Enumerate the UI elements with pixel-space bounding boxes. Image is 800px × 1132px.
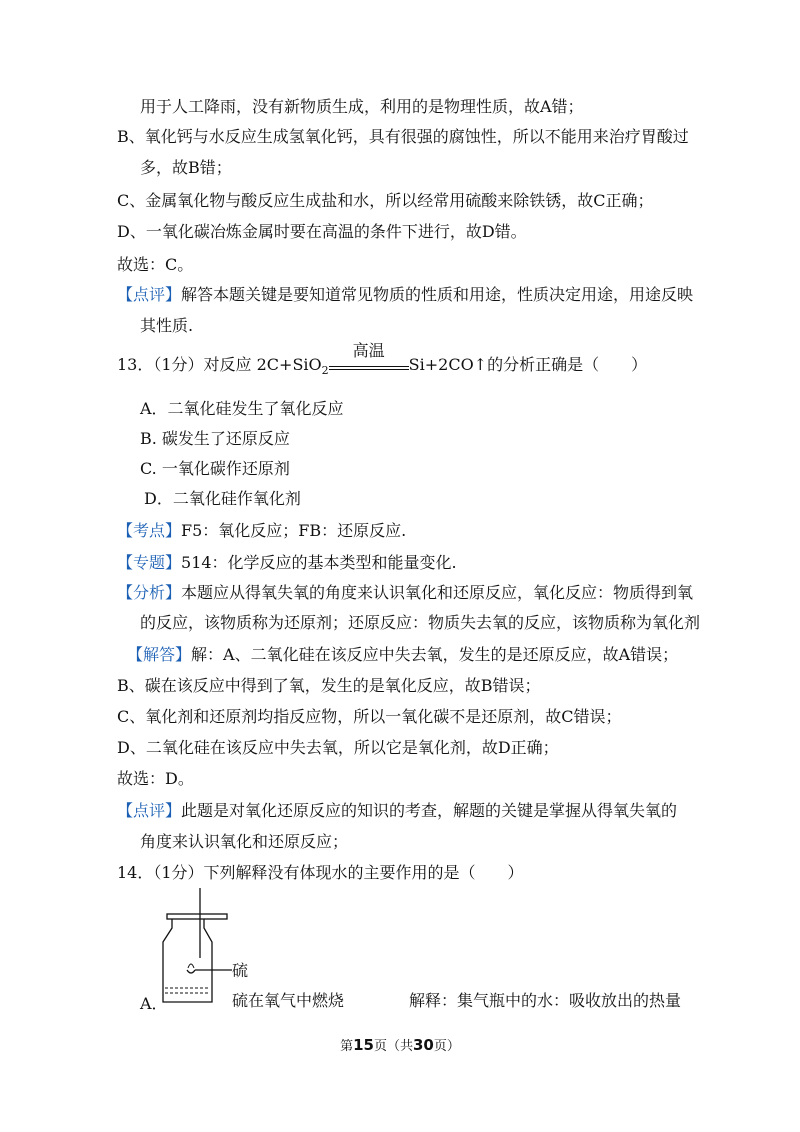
- equation-reactants: 13．（1分）对反应 2C+SiO: [117, 355, 322, 374]
- text-line: 其性质.: [140, 316, 194, 335]
- fenxi-tag: 【分析】: [117, 583, 182, 602]
- text-line: 故选：C。: [117, 255, 194, 274]
- comment-line: [117, 284, 693, 306]
- total-pages: 30: [413, 1036, 434, 1054]
- zhuanti-line: [117, 552, 457, 574]
- zhuanti-tag: 【专题】: [117, 553, 182, 572]
- kaodian-text: F5：氧化反应；FB：还原反应.: [181, 521, 407, 540]
- footer-text: 页（共: [373, 1039, 413, 1054]
- option-a-explanation: 解释：集气瓶中的水：吸收放出的热量: [409, 991, 682, 1010]
- equation-products: Si+2CO↑的分析正确是（ ）: [408, 355, 648, 374]
- question-14-stem: 14．（1分）下列解释没有体现水的主要作用的是（ ）: [117, 863, 524, 882]
- comment-text: 解答本题关键是要知道常见物质的性质和用途，性质决定用途，用途反映: [181, 285, 694, 304]
- text-line: D、二氧化硅在该反应中失去氧，所以它是氧化剂，故D正确；: [117, 738, 559, 757]
- question-13-stem: [117, 341, 648, 382]
- page-number: 15: [353, 1036, 374, 1054]
- option-a-label: A．: [140, 994, 168, 1013]
- condition-label: 高温: [352, 341, 385, 360]
- footer-text: 第: [340, 1039, 354, 1054]
- option-b: B. 碳发生了还原反应: [140, 429, 290, 448]
- dianping-line: [117, 800, 677, 822]
- equals-bar-top: [329, 366, 409, 367]
- kaodian-line: [117, 520, 406, 542]
- option-a: A．二氧化硅发生了氧化反应: [140, 399, 344, 418]
- text-line: 用于人工降雨，没有新物质生成，利用的是物理性质，故A错；: [140, 97, 584, 116]
- reaction-condition: [329, 341, 409, 376]
- text-line: D、一氧化碳冶炼金属时要在高温的条件下进行，故D错。: [117, 222, 527, 241]
- figure-label-sulfur: 硫: [232, 961, 249, 980]
- footer-text: 页）: [433, 1039, 460, 1054]
- equals-bar-bottom: [329, 369, 409, 370]
- zhuanti-text: 514：化学反应的基本类型和能量变化.: [181, 553, 457, 572]
- jieda-tag: 【解答】: [127, 645, 192, 664]
- text-line: 的反应，该物质称为还原剂；还原反应：物质失去氧的反应，该物质称为氧化剂: [140, 613, 701, 632]
- text-line: B、氧化钙与水反应生成氢氧化钙，具有很强的腐蚀性，所以不能用来治疗胃酸过: [117, 127, 689, 146]
- option-d: D．二氧化硅作氧化剂: [144, 489, 301, 508]
- page-footer: [0, 1035, 800, 1054]
- option-a-text: 硫在氧气中燃烧: [232, 991, 345, 1010]
- text-line: B、碳在该反应中得到了氧，发生的是氧化反应，故B错误；: [117, 676, 541, 695]
- dianping-text: 此题是对氧化还原反应的知识的考查，解题的关键是掌握从得氧失氧的: [181, 801, 678, 820]
- jieda-line: [127, 644, 678, 666]
- text-line: C、氧化剂和还原剂均指反应物，所以一氧化碳不是还原剂，故C错误；: [117, 707, 622, 726]
- jieda-text: 解：A、二氧化硅在该反应中失去氧，发生的是还原反应，故A错误；: [191, 645, 679, 664]
- kaodian-tag: 【考点】: [117, 521, 182, 540]
- text-line: 多，故B错；: [140, 158, 232, 177]
- option-c: C. 一氧化碳作还原剂: [140, 459, 290, 478]
- dianping-tag: 【点评】: [117, 801, 182, 820]
- fenxi-text: 本题应从得氧失氧的角度来认识氧化和还原反应，氧化反应：物质得到氧: [181, 583, 694, 602]
- equation-subscript: 2: [321, 364, 329, 378]
- comment-tag: 【点评】: [117, 285, 182, 304]
- text-line: 故选：D。: [117, 769, 194, 788]
- text-line: 角度来认识氧化和还原反应；: [140, 832, 349, 851]
- text-line: C、金属氧化物与酸反应生成盐和水，所以经常用硫酸来除铁锈，故C正确；: [117, 191, 654, 210]
- fenxi-line: [117, 582, 693, 604]
